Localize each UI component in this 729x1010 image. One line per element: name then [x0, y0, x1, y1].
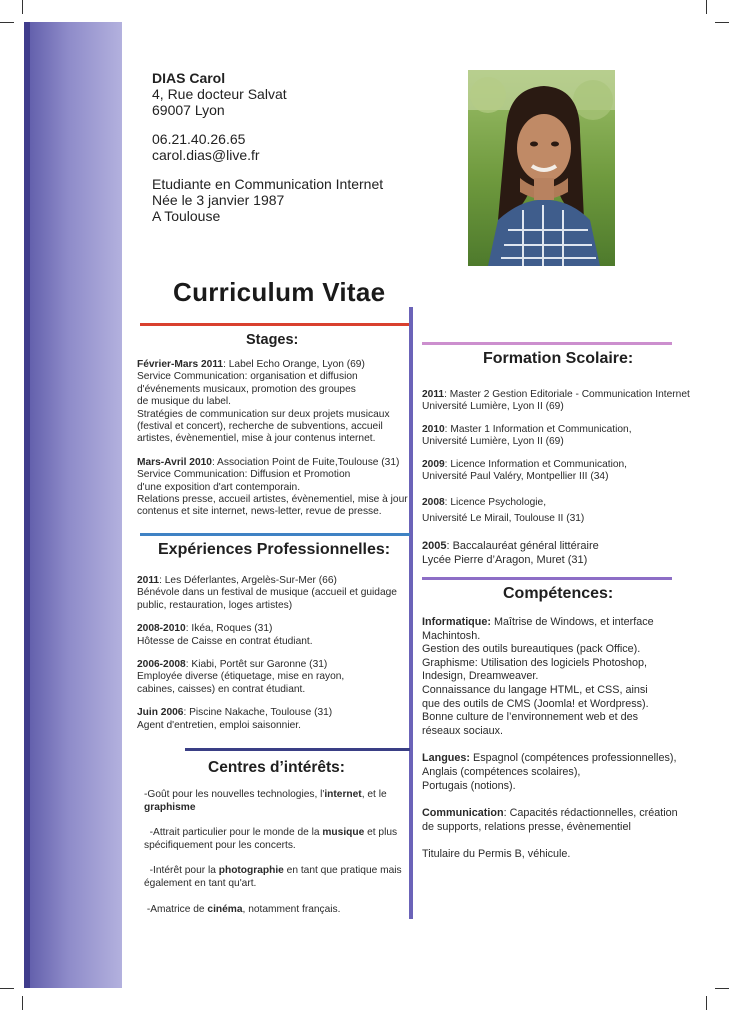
experience-date: 2011 — [137, 575, 160, 586]
experience-entry — [137, 575, 412, 612]
formation-school: Université Paul Valéry, Montpellier III (34) — [422, 471, 609, 483]
crop-mark — [706, 996, 707, 1010]
competence-label: Communication — [422, 807, 504, 820]
competence-line: : Capacités rédactionnelles, création — [503, 807, 678, 820]
formation-entry — [422, 497, 712, 525]
stages-title: Stages: — [246, 332, 299, 348]
interet-text: , et le — [361, 789, 387, 800]
formation-desc: : Licence Information et Communication, — [444, 458, 628, 470]
interet-item — [144, 827, 410, 852]
interet-item — [144, 789, 410, 814]
competence-line: Machintosh. — [422, 629, 481, 642]
stages-divider — [140, 323, 410, 326]
interet-keyword: cinéma — [207, 903, 243, 915]
interet-keyword: internet — [324, 789, 362, 800]
crop-mark — [22, 996, 23, 1010]
experiences-title: Expériences Professionnelles: — [158, 541, 391, 558]
experience-org: : Kiabi, Portêt sur Garonne (31) — [185, 659, 328, 671]
competence-line: Portugais (notions). — [422, 779, 516, 792]
experiences-divider — [140, 533, 410, 536]
stage-entry — [137, 457, 412, 519]
stage-line: contenus et site internet, news-letter, revue de presse. — [137, 506, 382, 518]
stage-org: : Label Echo Orange, Lyon (69) — [223, 359, 365, 370]
stages-list — [137, 359, 412, 530]
formation-divider — [422, 342, 672, 345]
interet-text: -Attrait particulier pour le monde de la — [144, 827, 323, 839]
experience-org: : Les Déferlantes, Argelès-Sur-Mer (66) — [159, 575, 337, 586]
crop-mark — [715, 988, 729, 989]
contact-block — [152, 70, 383, 224]
crop-mark — [706, 0, 707, 14]
status: Etudiante en Communication Internet — [152, 176, 384, 192]
formation-school: Université Lumière, Lyon II (69) — [422, 401, 564, 413]
formation-school: Université Le Mirail, Toulouse II (31) — [422, 512, 585, 524]
interet-text: spécifiquement pour les concerts. — [144, 839, 296, 851]
email: carol.dias@live.fr — [152, 147, 260, 163]
experience-line: Bénévole dans un festival de musique (accueil et guidage — [137, 587, 397, 599]
sidebar-band — [24, 22, 122, 988]
formation-entry — [422, 459, 712, 484]
interets-list — [144, 789, 410, 927]
interet-text: -Amatrice de — [144, 903, 208, 915]
address-line2: 69007 Lyon — [152, 102, 225, 118]
experience-line: Employée diverse (étiquetage, mise en rayon, — [137, 671, 345, 683]
competence-line: Gestion des outils bureautiques (pack Office). — [422, 643, 641, 656]
formation-year: 2005 — [422, 540, 447, 553]
experience-line: Agent d'entretien, emploi saisonnier. — [137, 719, 301, 731]
stage-line: d'une exposition d'art contemporain. — [137, 481, 301, 493]
crop-mark — [0, 22, 14, 23]
formation-entry — [422, 539, 712, 567]
formation-school: Université Lumière, Lyon II (69) — [422, 436, 564, 448]
stage-org: : Association Point de Fuite,Toulouse (31) — [211, 456, 400, 468]
competence-line: Bonne culture de l’environnement web et des — [422, 711, 639, 724]
stage-date: Mars-Avril 2010 — [137, 456, 212, 468]
competence-line: que des outils de CMS (Joomla! et Wordpress). — [422, 697, 649, 710]
interet-text: -Goût pour les nouvelles technologies, l' — [144, 789, 325, 800]
formation-desc: : Baccalauréat général littéraire — [446, 540, 599, 553]
interet-text: -Intérêt pour la — [144, 865, 219, 877]
phone: 06.21.40.26.65 — [152, 131, 246, 147]
stage-entry — [137, 359, 412, 446]
stage-line: Service Communication: organisation et diffusion — [137, 371, 358, 383]
experience-entry — [137, 659, 412, 696]
crop-mark — [22, 0, 23, 14]
experience-org: : Ikéa, Roques (31) — [185, 623, 273, 635]
stage-line: Relations presse, accueil artistes, évènementiel, mise à jour — [137, 494, 408, 506]
interet-keyword: photographie — [218, 865, 284, 877]
interet-item — [144, 904, 410, 917]
interet-text: , notamment français. — [242, 903, 341, 915]
competence-line: Maîtrise de Windows, et interface — [490, 616, 654, 628]
interet-text: en tant que pratique mais — [283, 865, 402, 877]
formation-desc: : Licence Psychologie, — [444, 497, 547, 509]
profile-photo — [468, 70, 615, 266]
crop-mark — [715, 22, 729, 23]
competences-list — [422, 616, 712, 862]
competence-line: Connaissance du langage HTML, et CSS, ainsi — [422, 683, 648, 696]
experience-date: 2006-2008 — [137, 659, 186, 671]
formation-list — [422, 389, 712, 578]
competence-line: Espagnol (compétences professionnelles), — [470, 752, 677, 765]
stage-line: Stratégies de communication sur deux projets musicaux — [137, 408, 390, 420]
competences-title: Compétences: — [503, 585, 614, 602]
formation-title: Formation Scolaire: — [483, 350, 634, 367]
interet-item — [144, 865, 410, 890]
experience-entry — [137, 623, 412, 648]
competence-line: Graphisme: Utilisation des logiciels Photoshop, — [422, 656, 648, 669]
interet-keyword: graphisme — [144, 801, 196, 813]
birth-place: A Toulouse — [152, 208, 221, 224]
competence-langues — [422, 752, 712, 793]
experience-line: cabines, caisses) en contrat étudiant. — [137, 683, 306, 695]
stage-line: d'événements musicaux, promotion des groupes — [137, 383, 356, 395]
interet-keyword: musique — [322, 827, 365, 839]
page-title: Curriculum Vitae — [173, 277, 386, 307]
competence-label: Informatique: — [422, 616, 491, 628]
competence-communication — [422, 807, 712, 834]
interets-divider — [185, 748, 410, 751]
stage-date: Février-Mars 2011 — [137, 359, 224, 370]
competence-informatique — [422, 616, 712, 738]
stage-line: (festival et concert), recherche de subventions, accueil — [137, 421, 383, 433]
experience-date: Juin 2006 — [137, 707, 184, 719]
formation-year: 2010 — [422, 423, 445, 435]
formation-entry — [422, 424, 712, 449]
stage-line: de musique du label. — [137, 396, 232, 408]
formation-desc: : Master 2 Gestion Editoriale - Communication Internet — [444, 389, 690, 400]
interet-text: également en tant qu'art. — [144, 877, 257, 889]
formation-entry — [422, 389, 712, 414]
experience-org: : Piscine Nakache, Toulouse (31) — [183, 707, 333, 719]
stage-line: Service Communication: Diffusion et Promotion — [137, 469, 351, 481]
candidate-name: DIAS Carol — [152, 70, 226, 86]
stage-line: artistes, évènementiel, mise à jour contenus internet. — [137, 433, 376, 445]
competence-permis: Titulaire du Permis B, véhicule. — [422, 848, 571, 861]
experience-line: public, restauration, loges artistes) — [137, 599, 293, 611]
formation-year: 2009 — [422, 458, 445, 470]
competence-line: Anglais (compétences scolaires), — [422, 765, 581, 778]
experience-entry — [137, 707, 412, 732]
competence-label: Langues: — [422, 752, 470, 765]
competence-line: Indesign, Dreamweaver. — [422, 670, 539, 683]
formation-school: Lycée Pierre d’Aragon, Muret (31) — [422, 554, 588, 567]
formation-year: 2008 — [422, 497, 445, 509]
address-line1: 4, Rue docteur Salvat — [152, 86, 287, 102]
crop-mark — [0, 988, 14, 989]
interet-text: et plus — [364, 827, 398, 839]
competence-line: de supports, relations presse, évènementiel — [422, 820, 631, 833]
interets-title: Centres d’intérêts: — [208, 759, 345, 776]
experiences-list — [137, 575, 412, 743]
birth-date: Née le 3 janvier 1987 — [152, 192, 285, 208]
formation-desc: : Master 1 Information et Communication, — [444, 423, 632, 435]
competence-line: réseaux sociaux. — [422, 724, 504, 737]
experience-line: Hôtesse de Caisse en contrat étudiant. — [137, 635, 313, 647]
sidebar-edge — [24, 22, 30, 988]
experience-date: 2008-2010 — [137, 623, 186, 635]
formation-year: 2011 — [422, 389, 445, 400]
